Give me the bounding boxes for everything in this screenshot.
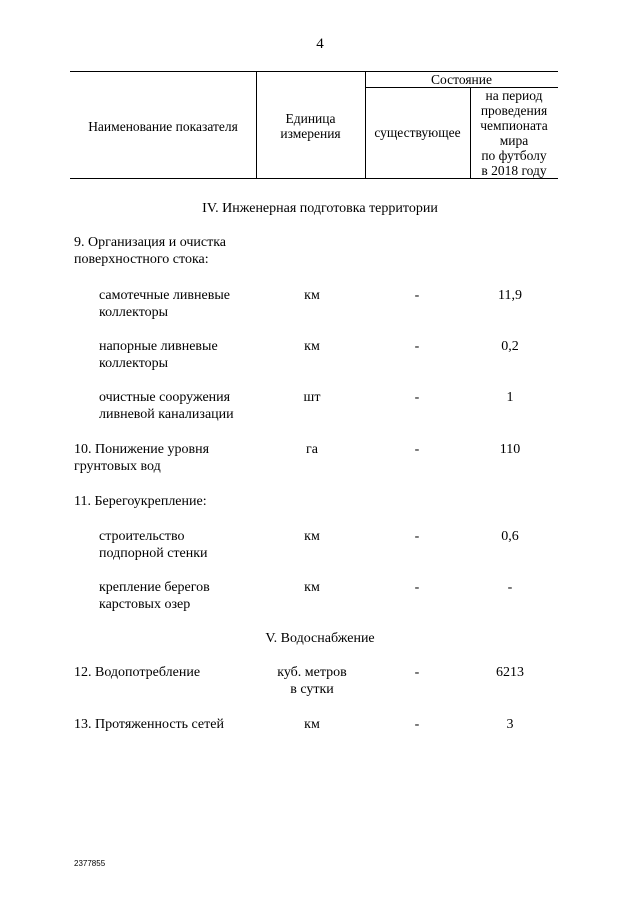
row-11b-line1: крепление берегов bbox=[99, 580, 210, 595]
row-9b-line2: коллекторы bbox=[99, 356, 169, 371]
row-11b-line2: карстовых озер bbox=[99, 597, 191, 612]
row-12-unit-line1: куб. метров bbox=[277, 665, 347, 680]
row-9c-unit: шт bbox=[303, 390, 321, 405]
header-wc-line2: проведения bbox=[480, 103, 548, 118]
section-title-water-supply: V. Водоснабжение bbox=[265, 631, 375, 646]
row-9a-label bbox=[99, 287, 230, 321]
row-12-unit-line2: в сутки bbox=[290, 682, 334, 697]
row-9b-worldcup: 0,2 bbox=[501, 339, 519, 354]
row-9b-label bbox=[99, 338, 218, 372]
row-9b-existing: - bbox=[414, 339, 420, 354]
row-11b-unit: км bbox=[304, 580, 320, 595]
row-11a-existing: - bbox=[414, 529, 420, 544]
row-13-label: 13. Протяженность сетей bbox=[74, 717, 224, 732]
row-10-worldcup: 110 bbox=[499, 442, 521, 457]
row-12-worldcup: 6213 bbox=[496, 665, 524, 680]
row-12-label: 12. Водопотребление bbox=[74, 665, 201, 680]
row-12-unit bbox=[260, 664, 364, 698]
header-wc-line1: на период bbox=[485, 88, 543, 103]
row-9b-line1: напорные ливневые bbox=[99, 339, 218, 354]
header-wc-line6: в 2018 году bbox=[481, 163, 547, 178]
header-wc-line4: мира bbox=[499, 133, 529, 148]
row-9-line2: поверхностного стока: bbox=[74, 252, 209, 267]
header-wc-line3: чемпионата bbox=[480, 118, 548, 133]
header-existing-col: существующее bbox=[374, 125, 461, 140]
page-number: 4 bbox=[316, 36, 324, 52]
section-title-engineering: IV. Инженерная подготовка территории bbox=[202, 201, 438, 216]
row-9a-existing: - bbox=[414, 288, 420, 303]
row-10-unit: га bbox=[306, 442, 318, 457]
row-9a-worldcup: 11,9 bbox=[498, 288, 522, 303]
row-11a-label bbox=[99, 528, 208, 562]
row-9a-line1: самотечные ливневые bbox=[99, 288, 230, 303]
row-9c-worldcup: 1 bbox=[506, 390, 514, 405]
row-11-label: 11. Берегоукрепление: bbox=[74, 494, 207, 509]
row-9b-unit: км bbox=[304, 339, 320, 354]
document-code: 2377855 bbox=[74, 859, 106, 868]
row-10-label bbox=[74, 441, 209, 475]
row-9a-line2: коллекторы bbox=[99, 305, 169, 320]
row-11a-line1: строительство bbox=[99, 529, 185, 544]
row-11a-worldcup: 0,6 bbox=[501, 529, 519, 544]
row-9-line1: 9. Организация и очистка bbox=[74, 235, 227, 250]
row-13-worldcup: 3 bbox=[506, 717, 514, 732]
row-10-existing: - bbox=[414, 442, 420, 457]
row-11b-existing: - bbox=[414, 580, 420, 595]
header-wc-line5: по футболу bbox=[481, 148, 547, 163]
row-13-existing: - bbox=[414, 717, 420, 732]
row-11b-worldcup: - bbox=[507, 580, 513, 595]
header-unit-line2: измерения bbox=[280, 126, 341, 141]
row-9c-line2: ливневой канализации bbox=[99, 407, 234, 422]
row-10-line1: 10. Понижение уровня bbox=[74, 442, 210, 457]
row-9c-label bbox=[99, 389, 234, 423]
row-11a-line2: подпорной стенки bbox=[99, 546, 208, 561]
row-9c-line1: очистные сооружения bbox=[99, 390, 231, 405]
row-9-label bbox=[74, 234, 226, 268]
header-bottom-rule bbox=[70, 178, 558, 179]
row-12-existing: - bbox=[414, 665, 420, 680]
header-unit-line1: Единица bbox=[285, 111, 336, 126]
row-9a-unit: км bbox=[304, 288, 320, 303]
row-9c-existing: - bbox=[414, 390, 420, 405]
row-10-line2: грунтовых вод bbox=[74, 459, 161, 474]
header-state-col: Состояние bbox=[431, 72, 492, 87]
row-11a-unit: км bbox=[304, 529, 320, 544]
row-11b-label bbox=[99, 579, 210, 613]
header-worldcup-col bbox=[470, 88, 558, 178]
row-13-unit: км bbox=[304, 717, 320, 732]
header-name-col: Наименование показателя bbox=[88, 119, 238, 134]
header-unit-col bbox=[256, 111, 365, 141]
